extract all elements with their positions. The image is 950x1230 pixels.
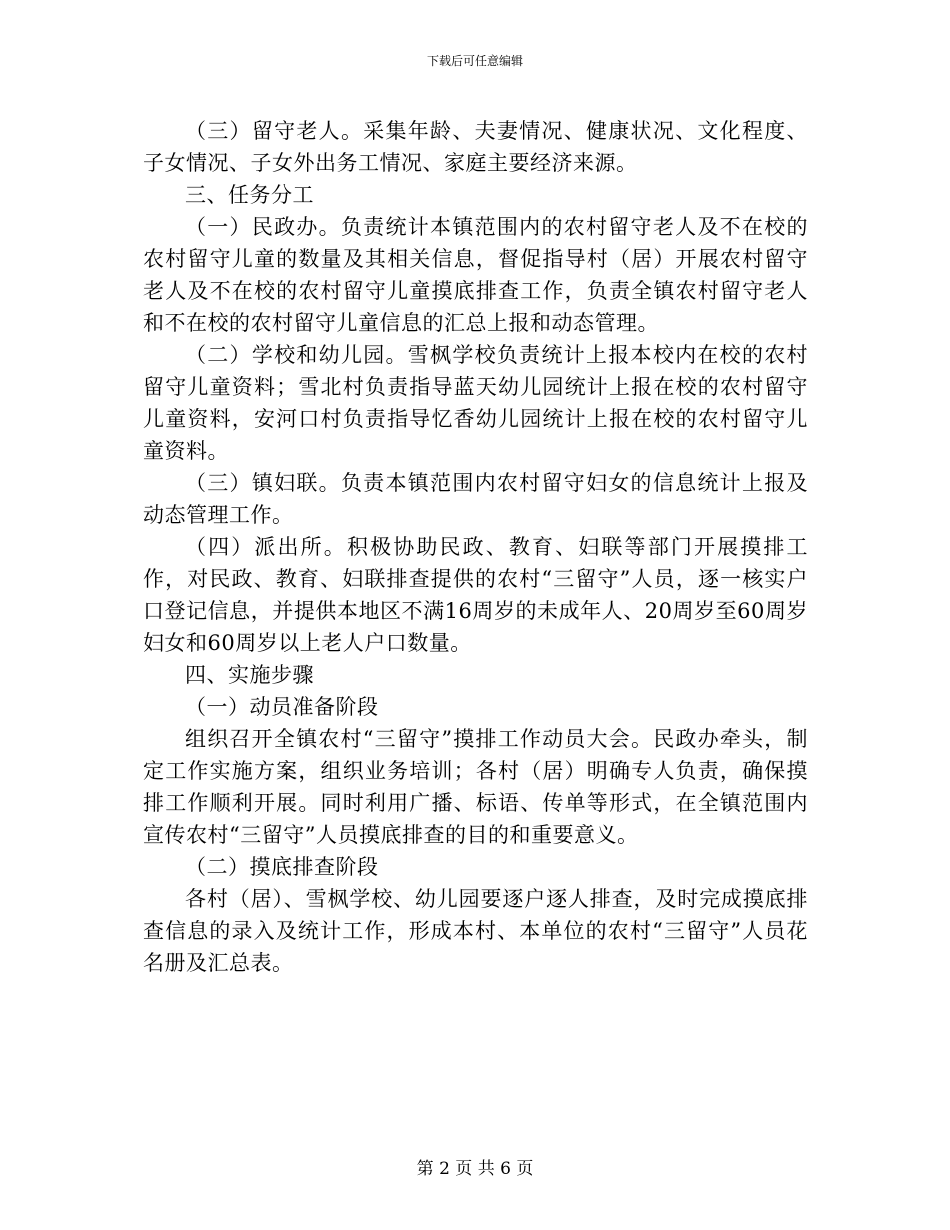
paragraph-civil-affairs-office: （一）民政办。负责统计本镇范围内的农村留守老人及不在校的农村留守儿童的数量及其相关信息，督促指导村（居）开展农村留守老人及不在校的农村留守儿童摸底排查工作，负责全镇农村留守老人和不在校的农村留守儿童信息的汇总上报和动态管理。 (143, 215, 808, 335)
section-heading-task-division: 三、任务分工 (185, 183, 314, 207)
paragraph-womens-federation: （三）镇妇联。负责本镇范围内农村留守妇女的信息统计上报及动态管理工作。 (143, 471, 808, 527)
paragraph-survey-details: 各村（居）、雪枫学校、幼儿园要逐户逐人排查，及时完成摸底排查信息的录入及统计工作，形成本村、本单位的农村“三留守”人员花名册及汇总表。 (143, 887, 808, 975)
page-number: 第 2 页 共 6 页 (416, 1159, 534, 1179)
paragraph-police-station: （四）派出所。积极协助民政、教育、妇联等部门开展摸排工作，对民政、教育、妇联排查提供的农村“三留守”人员，逐一核实户口登记信息，并提供本地区不满16周岁的未成年人、20周岁至60周岁妇女和60周岁以上老人户口数量。 (143, 535, 808, 655)
page-header: 下载后可任意编辑 (426, 54, 523, 68)
document-body (143, 115, 808, 979)
subheading-survey-stage: （二）摸底排查阶段 (185, 855, 379, 879)
paragraph-left-behind-elderly: （三）留守老人。采集年龄、夫妻情况、健康状况、文化程度、子女情况、子女外出务工情况、家庭主要经济来源。 (143, 119, 808, 175)
paragraph-mobilization-details: 组织召开全镇农村“三留守”摸排工作动员大会。民政办牵头，制定工作实施方案，组织业务培训；各村（居）明确专人负责，确保摸排工作顺利开展。同时利用广播、标语、传单等形式，在全镇范围内宣传农村“三留守”人员摸底排查的目的和重要意义。 (143, 727, 808, 847)
paragraph-schools-kindergartens: （二）学校和幼儿园。雪枫学校负责统计上报本校内在校的农村留守儿童资料；雪北村负责指导蓝天幼儿园统计上报在校的农村留守儿童资料，安河口村负责指导忆香幼儿园统计上报在校的农村留守儿童资料。 (143, 343, 808, 463)
subheading-mobilization-stage: （一）动员准备阶段 (185, 695, 379, 719)
section-heading-implementation-steps: 四、实施步骤 (185, 663, 314, 687)
